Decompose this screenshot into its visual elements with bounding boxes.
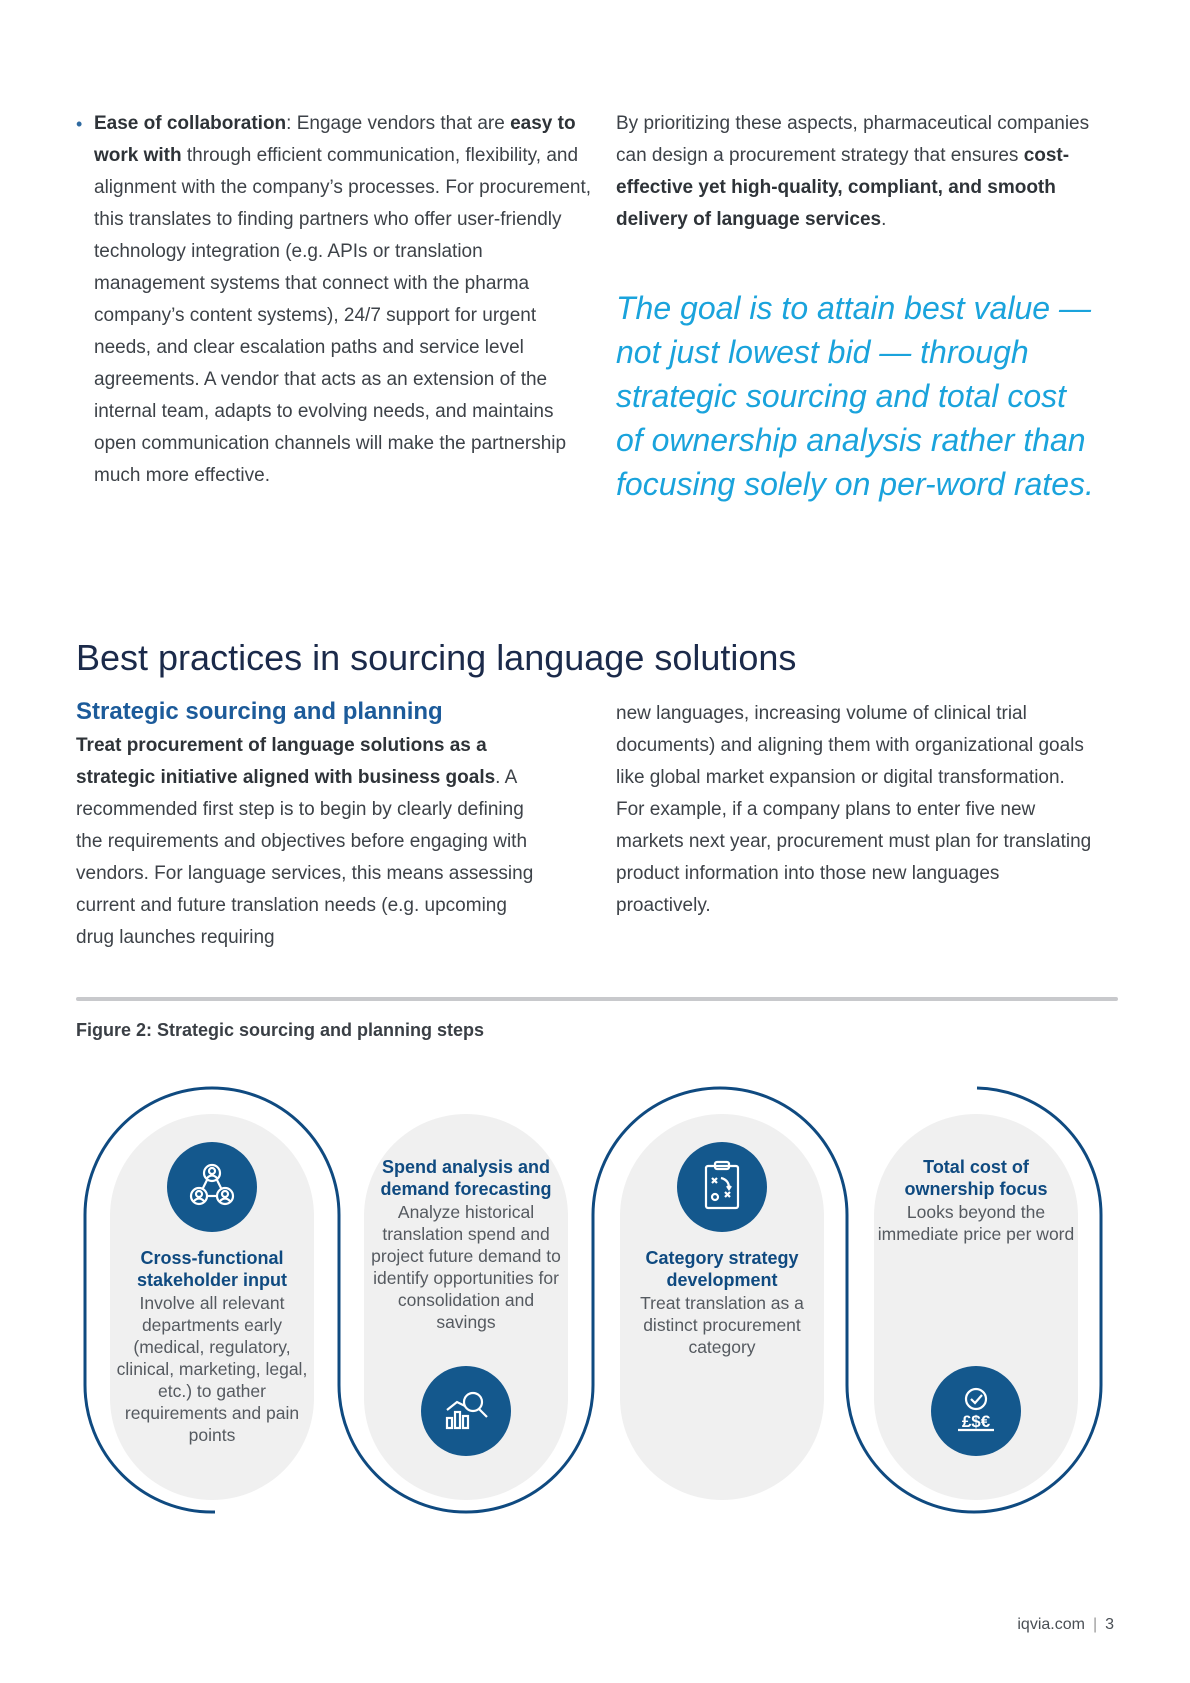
section-divider — [76, 997, 1118, 1001]
step-desc-category-strategy: Treat translation as a distinct procurement category — [640, 1293, 804, 1357]
strategy-clipboard-icon — [677, 1142, 767, 1232]
step-title-total-cost: Total cost of ownership focus — [904, 1157, 1048, 1199]
step-title-spend-analysis: Spend analysis and demand forecasting — [380, 1157, 552, 1199]
subsection-title: Strategic sourcing and planning — [76, 698, 443, 725]
prioritizing-text-1: By prioritizing these aspects, pharmaceutical companies can design a procurement strategy that ensures — [616, 113, 1090, 166]
bullet-list — [76, 108, 596, 492]
bullet-text-1: : Engage vendors that are — [286, 113, 511, 134]
step-desc-stakeholder: Involve all relevant departments early (medical, regulatory, clinical, marketing, legal, etc.) to gather requirements and pain points — [116, 1293, 308, 1445]
people-network-icon — [167, 1142, 257, 1232]
bullet-item-collaboration — [76, 108, 596, 492]
chart-magnifier-icon — [421, 1366, 511, 1456]
bullet-text-2: through efficient communication, flexibility, and alignment with the company’s processes. For procurement, this translates to finding partners who offer user-friendly technology integration (e.g. APIs or translation management systems that connect with the pharma company’s content systems), 24/7 support for urgent needs, and clear escalation paths and service level agreements. A vendor that acts as an extension of the internal team, adapts to evolving needs, and maintains open communication channels will make the partnership much more effective. — [94, 145, 592, 486]
footer-site-link[interactable]: iqvia.com — [1017, 1616, 1085, 1633]
step-desc-spend-analysis: Analyze historical translation spend and project future demand to identify opportunities for consolidation and savings — [371, 1202, 561, 1332]
collaboration-bullet-column — [76, 108, 596, 492]
footer-separator: | — [1092, 1616, 1098, 1633]
step-desc-total-cost: Looks beyond the immediate price per word — [877, 1202, 1075, 1244]
bullet-bold-2: easy to work with — [94, 113, 576, 166]
strategic-sourcing-text: . A recommended first step is to begin by clearly defining the requirements and objectives before engaging with vendors. For language services, this means assessing current and future translation needs (e.g. upcoming drug launches requiring — [76, 767, 534, 948]
step-title-category-strategy: Category strategy development — [645, 1248, 799, 1290]
page-footer — [1017, 1616, 1114, 1634]
strategic-sourcing-bold: Treat procurement of language solutions as a strategic initiative aligned with business goals — [76, 735, 496, 788]
currency-symbols-text: £$€ — [961, 1412, 991, 1431]
strategic-sourcing-paragraph-left — [76, 730, 546, 954]
currency-check-icon — [931, 1366, 1021, 1456]
figure-caption: Figure 2: Strategic sourcing and planning steps — [76, 1020, 485, 1040]
bullet-lead: Ease of collaboration — [94, 113, 287, 134]
bullet-dot-icon: • — [76, 114, 83, 134]
prioritizing-paragraph — [616, 108, 1116, 236]
strategic-sourcing-paragraph-right: new languages, increasing volume of clinical trial documents) and aligning them with organizational goals like global market expansion or digital transformation. For example, if a company plans to enter five new markets next year, procurement must plan for translating product information into those new languages proactively. — [616, 703, 1092, 916]
page-number: 3 — [1105, 1616, 1114, 1633]
step-title-stakeholder: Cross-functional stakeholder input — [136, 1248, 288, 1290]
prioritizing-bold: cost-effective yet high-quality, compliant, and smooth delivery of language services — [616, 145, 1070, 230]
section-title: Best practices in sourcing language solutions — [76, 637, 797, 678]
prioritizing-text-2: . — [881, 209, 887, 230]
pull-quote: The goal is to attain best value — not just lowest bid — through strategic sourcing and total cost of ownership analysis rather than focusing solely on per-word rates. — [616, 290, 1094, 502]
